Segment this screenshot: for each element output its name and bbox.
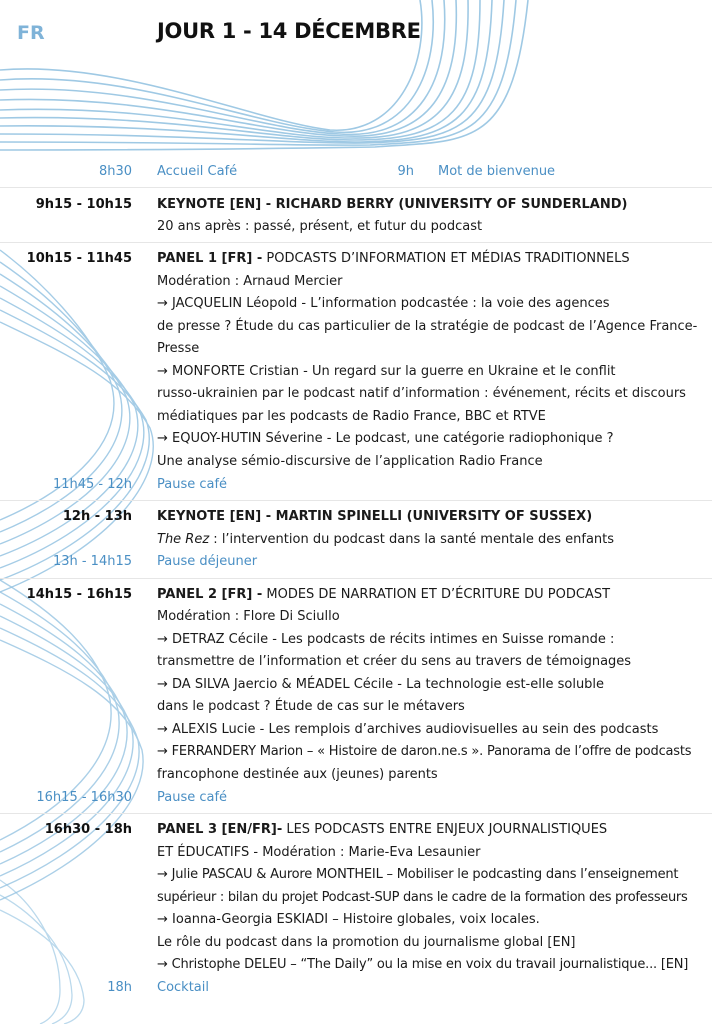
panel2-line: dans le podcast ? Étude de cas sur le métavers — [157, 699, 465, 714]
keynote2-time: 12h - 13h — [62, 509, 132, 524]
panel3-time: 16h30 - 18h — [44, 822, 132, 837]
panel3-line: → Christophe DELEU – “The Daily” ou la mise en voix du travail journalistique... [EN] — [157, 957, 689, 972]
cocktail-time: 18h — [107, 980, 132, 995]
panel3-heading-rest: LES PODCASTS ENTRE ENJEUX JOURNALISTIQUES — [282, 822, 608, 837]
panel1-line: Une analyse sémio-discursive de l’application Radio France — [157, 454, 543, 469]
panel2-line: → DA SILVA Jaercio & MÉADEL Cécile - La technologie est-elle soluble — [157, 677, 605, 692]
panel2-line: francophone destinée aux (jeunes) parents — [157, 767, 438, 782]
panel3-line: ET ÉDUCATIFS - Modération : Marie-Eva Lesaunier — [157, 845, 481, 860]
keynote2-desc-rest: : l’intervention du podcast dans la santé mentale des enfants — [209, 532, 615, 547]
keynote2-description — [157, 529, 709, 552]
opening-label: Mot de bienvenue — [438, 164, 556, 179]
panel3-heading-bold: PANEL 3 [EN/FR]- — [157, 822, 283, 837]
divider — [0, 242, 712, 243]
lunch-label: Pause déjeuner — [157, 554, 258, 569]
break1-label: Pause café — [157, 477, 228, 492]
panel2-heading-rest: MODES DE NARRATION ET D’ÉCRITURE DU PODCAST — [262, 587, 611, 602]
panel1-line: → EQUOY-HUTIN Séverine - Le podcast, une catégorie radiophonique ? — [157, 431, 614, 446]
break2-label: Pause café — [157, 790, 228, 805]
lunch-time: 13h - 14h15 — [52, 554, 132, 569]
keynote2-heading: KEYNOTE [EN] - MARTIN SPINELLI (UNIVERSITY OF SUSSEX) — [157, 509, 593, 524]
panel1-heading — [157, 248, 709, 271]
panel1-line: → MONFORTE Cristian - Un regard sur la guerre en Ukraine et le conflit — [157, 364, 616, 379]
divider — [0, 578, 712, 579]
keynote1-time: 9h15 - 10h15 — [35, 197, 132, 212]
keynote1-description: 20 ans après : passé, présent, et futur du podcast — [157, 219, 483, 234]
panel1-line: Presse — [157, 341, 200, 356]
cocktail-label: Cocktail — [157, 980, 209, 995]
break1-time: 11h45 - 12h — [52, 477, 132, 492]
panel3-line: → Ioanna-Georgia ESKIADI – Histoire globales, voix locales. — [157, 912, 540, 927]
panel1-heading-bold: PANEL 1 [FR] - — [157, 251, 263, 266]
welcome-time: 8h30 — [98, 164, 132, 179]
panel2-line: → ALEXIS Lucie - Les remplois d’archives audiovisuelles au sein des podcasts — [157, 722, 659, 737]
panel1-line: médiatiques par les podcasts de Radio France, BBC et RTVE — [157, 409, 546, 424]
divider — [0, 500, 712, 501]
panel2-line: Modération : Flore Di Sciullo — [157, 609, 340, 624]
panel3-heading — [157, 819, 709, 842]
keynote1-heading: KEYNOTE [EN] - RICHARD BERRY (UNIVERSITY OF SUNDERLAND) — [157, 197, 628, 212]
language-label: FR — [17, 22, 45, 44]
panel2-line: → DETRAZ Cécile - Les podcasts de récits intimes en Suisse romande : — [157, 632, 615, 647]
panel1-line: russo-ukrainien par le podcast natif d’information : événement, récits et discours — [157, 386, 686, 401]
panel2-line: transmettre de l’information et créer du sens au travers de témoignages — [157, 654, 632, 669]
panel3-line: → Julie PASCAU & Aurore MONTHEIL – Mobiliser le podcasting dans l’enseignement — [157, 867, 679, 882]
panel1-time: 10h15 - 11h45 — [26, 251, 132, 266]
break2-time: 16h15 - 16h30 — [36, 790, 132, 805]
panel3-line: supérieur : bilan du projet Podcast-SUP dans le cadre de la formation des professeurs — [157, 890, 688, 905]
keynote2-title-italic: The Rez — [157, 532, 210, 547]
panel2-heading — [157, 584, 709, 607]
panel1-line: → JACQUELIN Léopold - L’information podcastée : la voie des agences — [157, 296, 610, 311]
panel1-line: de presse ? Étude du cas particulier de la stratégie de podcast de l’Agence France- — [157, 319, 698, 334]
panel1-line: Modération : Arnaud Mercier — [157, 274, 343, 289]
panel3-line: Le rôle du podcast dans la promotion du journalisme global [EN] — [157, 935, 576, 950]
welcome-label: Accueil Café — [157, 164, 238, 179]
opening-time: 9h — [397, 164, 414, 179]
panel1-heading-rest: PODCASTS D’INFORMATION ET MÉDIAS TRADITIONNELS — [262, 251, 630, 266]
page-title: JOUR 1 - 14 DÉCEMBRE — [157, 19, 421, 43]
panel2-line: → FERRANDERY Marion – « Histoire de daron.ne.s ». Panorama de l’offre de podcasts — [157, 744, 692, 759]
divider — [0, 187, 712, 188]
panel2-time: 14h15 - 16h15 — [26, 587, 132, 602]
divider — [0, 813, 712, 814]
panel2-heading-bold: PANEL 2 [FR] - — [157, 587, 263, 602]
